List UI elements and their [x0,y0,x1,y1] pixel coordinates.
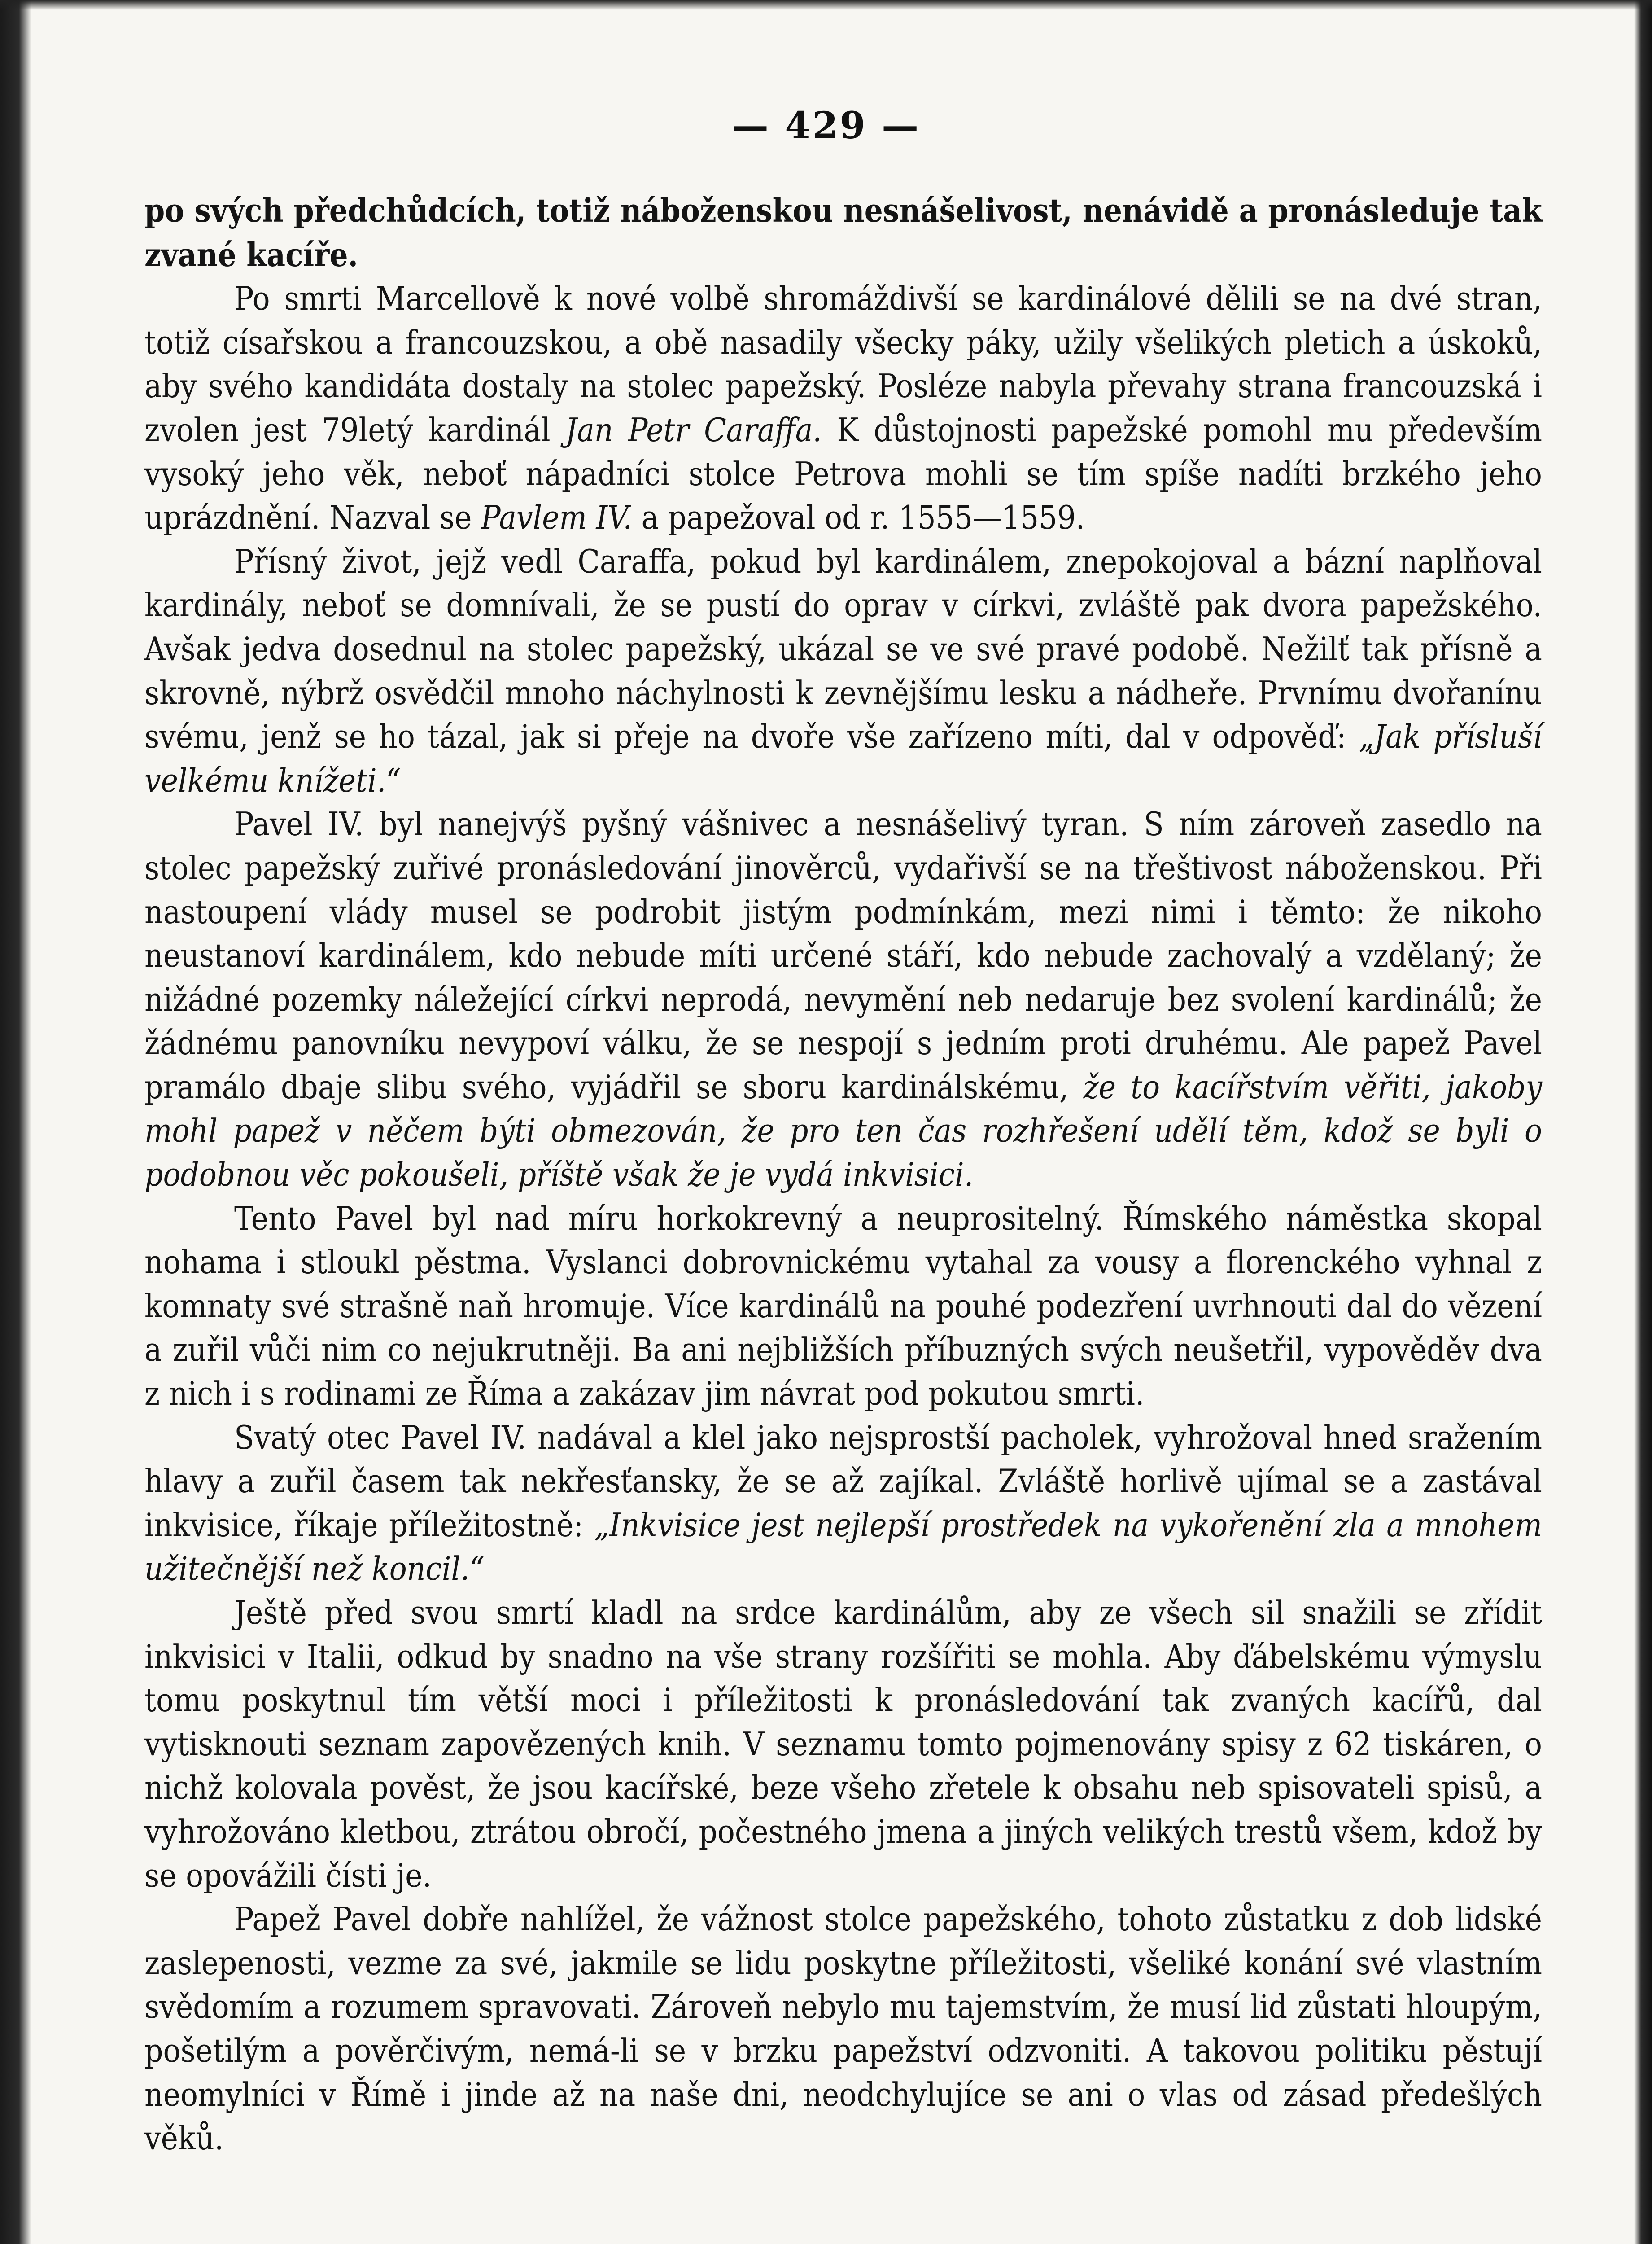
body-text [144,188,1542,2161]
text-run: Přísný život, jejž vedl Caraffa, pokud byl kardinálem, znepokojoval a bázní naplňoval kardinály, neboť se domnívali, že se pustí do oprav v církvi, zvláště pak dvora papežského. Avšak jedva dosednul na stolec papežský, ukázal se ve své pravé podobě. Nežilť tak přísně a skrovně, nýbrž osvědčil mnoho náchylnosti k zevnějšímu lesku a nádheře. Prvnímu dvořanínu svému, jenž se ho tázal, jak si přeje na dvoře vše zařízeno míti, dal v odpověď: [144,542,1542,756]
scan-edge-top [0,0,1652,10]
italic-text-run: Pavlem IV. [481,499,632,537]
paragraph [144,540,1542,803]
paragraph [144,802,1542,1197]
text-run: Svatý otec Pavel IV. nadával a klel jako nejsprostší pacholek, vyhrožoval hned sražením hlavy a zuřil časem tak nekřesťansky, že se až zajíkal. Zvláště horlivě ujímal se a zastával inkvisice, říkaje příležitostně: [144,1418,1542,1544]
text-run: K důstojnosti papežské pomohl mu především vysoký jeho věk, neboť nápadníci stolce Petrova mohli se tím spíše nadíti brzkého jeho uprázdnění. Nazval se [144,411,1543,537]
paragraph [144,277,1542,540]
text-run: Tento Pavel byl nad míru horkokrevný a neuprositelný. Římského náměstka skopal nohama i stloukl pěstma. Vyslanci dobrovnickému vytahal za vousy a florenckého vyhnal z komnaty své strašně naň hromuje. Více kardinálů na pouhé podezření uvrhnouti dal do vězení a zuřil vůči nim co nejukrutněji. Ba ani nejbližších příbuzných svých neušetřil, vypověděv dva z nich i s rodinami ze Říma a zakázav jim návrat pod pokutou smrti. [144,1199,1542,1413]
italic-text-run: že to kacířstvím věřiti, jakoby mohl papež v něčem býti obmezován, že pro ten čas rozhřešení udělí těm, kdož se byli o podobnou věc pokoušeli, příště však že je vydá inkvisici. [144,1068,1542,1194]
paragraph [144,1197,1542,1416]
paragraph [144,1591,1542,1898]
page-number: — 429 — [731,104,921,147]
paragraph [144,188,1542,277]
paragraph [144,1416,1542,1591]
italic-text-run: „Inkvisice jest nejlepší prostředek na vykořenění zla a mnohem užitečnější než koncil.“ [144,1506,1542,1588]
text-run: Pavel IV. byl nanejvýš pyšný vášnivec a nesnášelivý tyran. S ním zároveň zasedlo na stolec papežský zuřivé pronásledování jinověrců, vydařivší se na třeštivost náboženskou. Při nastoupení vlády musel se podrobit jistým podmínkám, mezi nimi i těmto: že nikoho neustanoví kardinálem, kdo nebude míti určené stáří, kdo nebude zachovalý a vzdělaný; že nižádné pozemky náležející církvi neprodá, nevymění neb nedaruje bez svolení kardinálů; že žádnému panovníku nevypoví válku, že se nespojí s jedním proti druhému. Ale papež Pavel pramálo dbaje slibu svého, vyjádřil se sboru kardinálskému, [144,805,1542,1106]
scan-edge-right [1634,0,1652,2244]
scan-edge-left [0,0,31,2244]
text-run: Po smrti Marcellově k nové volbě shromáždivší se kardinálové dělili se na dvé stran, totiž císařskou a francouzskou, a obě nasadily všecky páky, užily všelikých pletich a úskoků, aby svého kandidáta dostaly na stolec papežský. Posléze nabyla převahy strana francouzská i zvolen jest 79letý kardinál [144,280,1542,449]
text-run: a papežoval od r. 1555—1559. [632,499,1085,537]
bold-text-run: po svých předchůdcích, totiž náboženskou nesnášelivost, nenávidě a pronásleduje tak zvané kacíře. [144,191,1542,274]
paragraph [144,1898,1542,2161]
text-run: Papež Pavel dobře nahlížel, že vážnost stolce papežského, tohoto zůstatku z dob lidské zaslepenosti, vezme za své, jakmile se lidu poskytne příležitosti, všeliké konání své vlastním svědomím a rozumem spravovati. Zároveň nebylo mu tajemstvím, že musí lid zůstati hloupým, pošetilým a pověrčivým, nemá-li se v brzku papežství odzvoniti. A takovou politiku pěstují neomylníci v Římě i jinde až na naše dni, neodchylujíce se ani o vlas od zásad předešlých věků. [144,1900,1542,2157]
text-run: Ještě před svou smrtí kladl na srdce kardinálům, aby ze všech sil snažili se zřídit inkvisici v Italii, odkud by snadno na vše strany rozšířiti se mohla. Aby ďábelskému výmyslu tomu poskytnul tím větší moci i příležitosti k pronásledování tak zvaných kacířů, dal vytisknouti seznam zapovězených knih. V seznamu tomto pojmenovány spisy z 62 tiskáren, o nichž kolovala pověst, že jsou kacířské, beze všeho zřetele k obsahu neb spisovateli spisů, a vyhrožováno kletbou, ztrátou obročí, počestného jmena a jiných velikých trestů všem, kdož by se opovážili čísti je. [144,1594,1542,1894]
italic-text-run: „Jak přísluší velkému knížeti.“ [144,718,1542,799]
italic-text-run: Jan Petr Caraffa. [565,411,822,449]
